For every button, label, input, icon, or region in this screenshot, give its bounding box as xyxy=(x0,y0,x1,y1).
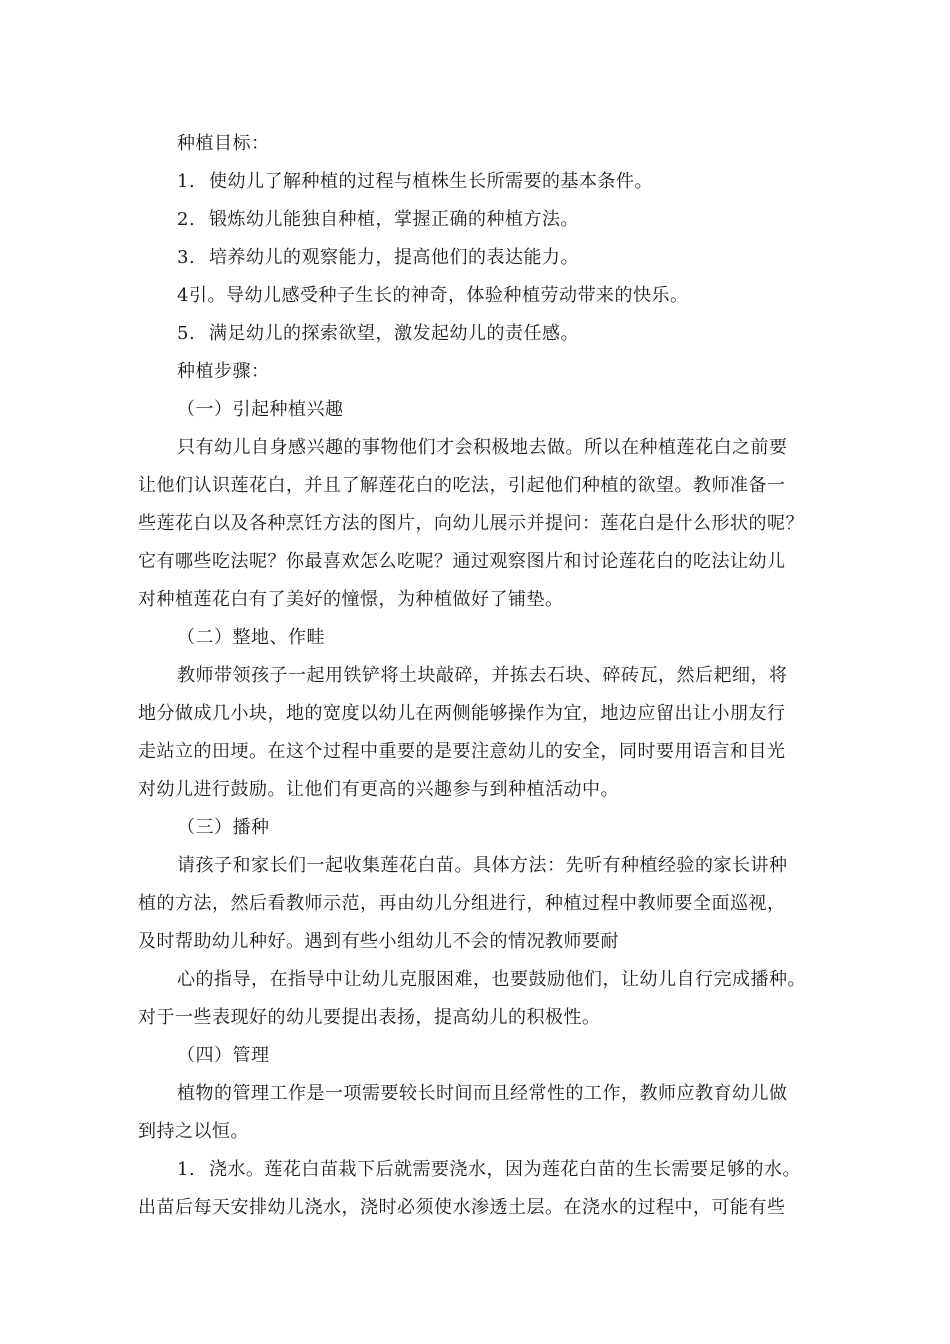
watering-text: 浇水。莲花白苗栽下后就需要浇水，因为莲花白苗的生长需要足够的水。 xyxy=(209,1159,801,1180)
paragraph-line: 到持之以恒。 xyxy=(138,1121,249,1142)
paragraph-line: 让他们认识莲花白，并且了解莲花白的吃法，引起他们种植的欲望。教师准备一 xyxy=(138,475,786,496)
paragraph-line: 对幼儿进行鼓励。让他们有更高的兴趣参与到种植活动中。 xyxy=(138,779,619,800)
goals-heading: 种植目标： xyxy=(177,133,270,154)
step4-title: （四）管理 xyxy=(177,1045,270,1066)
paragraph-line: 走站立的田埂。在这个过程中重要的是要注意幼儿的安全，同时要用语言和目光 xyxy=(138,741,786,762)
step2-title: （二）整地、作畦 xyxy=(177,627,325,648)
paragraph-line: 出苗后每天安排幼儿浇水，浇时必须使水渗透土层。在浇水的过程中，可能有些 xyxy=(138,1197,786,1218)
watering-item xyxy=(177,1158,801,1182)
goal-number: 2. xyxy=(177,209,196,230)
goal-item-3 xyxy=(177,246,579,270)
paragraph-line: 它有哪些吃法呢？你最喜欢怎么吃呢？通过观察图片和讨论莲花白的吃法让幼儿 xyxy=(138,551,786,572)
paragraph-line: 请孩子和家长们一起收集莲花白苗。具体方法：先听有种植经验的家长讲种 xyxy=(177,855,788,876)
paragraph-line: 心的指导，在指导中让幼儿克服困难，也要鼓励他们，让幼儿自行完成播种。 xyxy=(177,969,806,990)
step3-title: （三）播种 xyxy=(177,817,270,838)
paragraph-line: 对于一些表现好的幼儿要提出表扬，提高幼儿的积极性。 xyxy=(138,1007,601,1028)
step1-title: （一）引起种植兴趣 xyxy=(177,399,344,420)
goal-number: 3. xyxy=(177,247,196,268)
paragraph-line: 教师带领孩子一起用铁铲将土块敲碎，并拣去石块、碎砖瓦，然后耙细，将 xyxy=(177,665,788,686)
goal-item-2 xyxy=(177,208,579,232)
paragraph-line: 只有幼儿自身感兴趣的事物他们才会积极地去做。所以在种植莲花白之前要 xyxy=(177,437,788,458)
watering-number: 1. xyxy=(177,1159,196,1180)
paragraph-line: 及时帮助幼儿种好。遇到有些小组幼儿不会的情况教师要耐 xyxy=(138,931,619,952)
goal-item-4: 4引。导幼儿感受种子生长的神奇，体验种植劳动带来的快乐。 xyxy=(177,285,689,306)
paragraph-line: 植物的管理工作是一项需要较长时间而且经常性的工作，教师应教育幼儿做 xyxy=(177,1083,788,1104)
paragraph-line: 对种植莲花白有了美好的憧憬，为种植做好了铺垫。 xyxy=(138,589,564,610)
goal-item-1 xyxy=(177,170,653,194)
goal-number: 1. xyxy=(177,171,196,192)
paragraph-line: 些莲花白以及各种烹饪方法的图片，向幼儿展示并提问：莲花白是什么形状的呢？ xyxy=(138,513,804,534)
goal-item-5 xyxy=(177,322,579,346)
paragraph-line: 植的方法，然后看教师示范，再由幼儿分组进行，种植过程中教师要全面巡视， xyxy=(138,893,786,914)
goal-text: 满足幼儿的探索欲望，激发起幼儿的责任感。 xyxy=(209,323,579,344)
paragraph-line: 地分做成几小块，地的宽度以幼儿在两侧能够操作为宜，地边应留出让小朋友行 xyxy=(138,703,786,724)
goal-text: 使幼儿了解种植的过程与植株生长所需要的基本条件。 xyxy=(209,171,653,192)
goal-text: 培养幼儿的观察能力，提高他们的表达能力。 xyxy=(209,247,579,268)
goal-number: 5. xyxy=(177,323,196,344)
steps-heading: 种植步骤： xyxy=(177,361,270,382)
goal-text: 锻炼幼儿能独自种植，掌握正确的种植方法。 xyxy=(209,209,579,230)
